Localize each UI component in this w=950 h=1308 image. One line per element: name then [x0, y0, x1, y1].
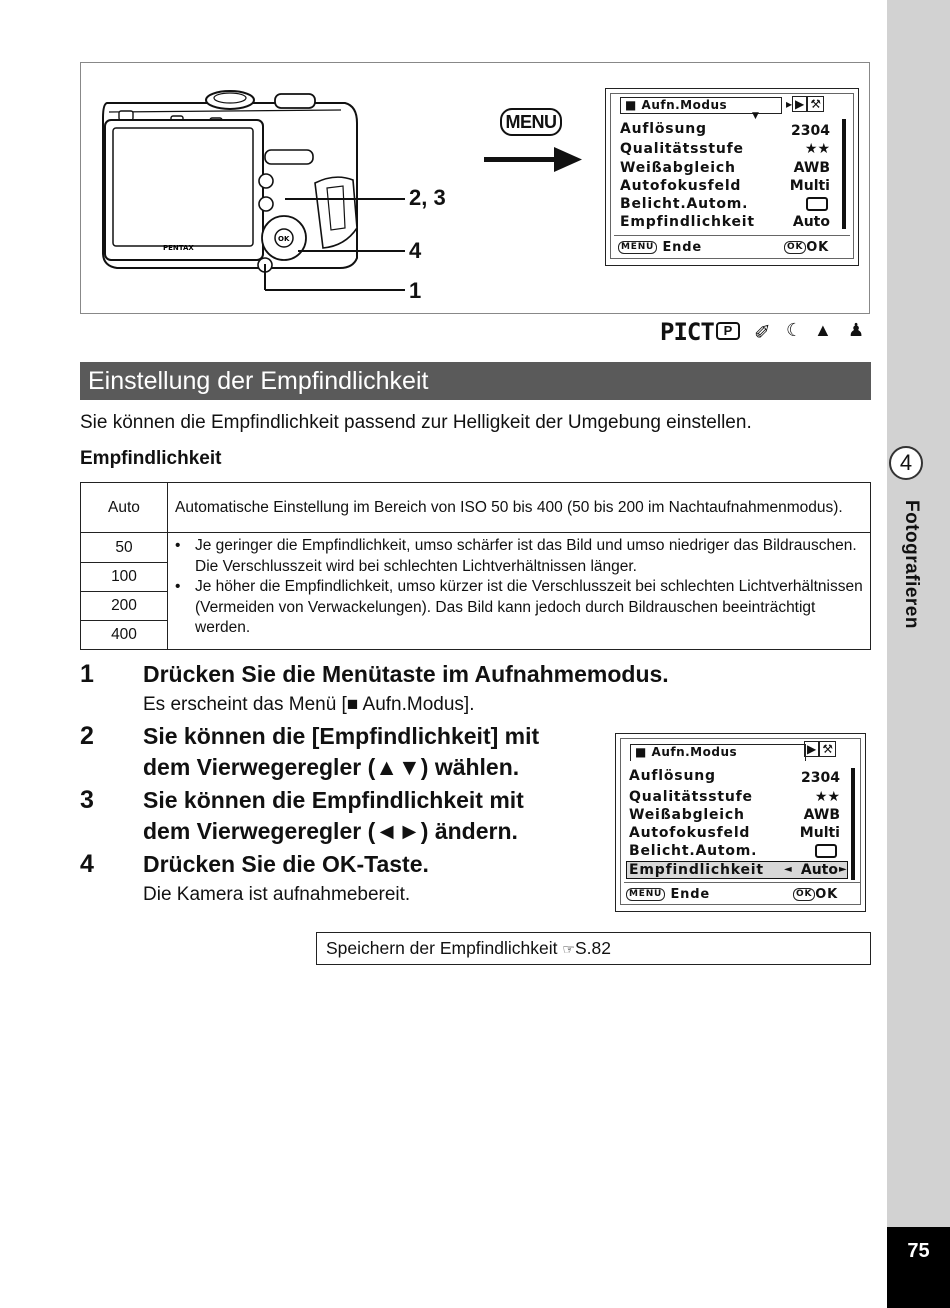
lcd2-row-value: AWB [803, 807, 840, 823]
subheading: Empfindlichkeit [80, 448, 222, 469]
lcd2-tab-record [630, 744, 806, 761]
table-desc-auto: Automatische Einstellung im Bereich von ISO 50 bis 400 (50 bis 200 im Nachtaufnahmenmodus). [168, 483, 871, 533]
reference-text: Speichern der Empfindlichkeit [326, 938, 558, 958]
callout-label-2-3: 2, 3 [409, 185, 446, 210]
step-text-line: dem Vierwegeregler (◄►) ändern. [143, 818, 518, 844]
menu-key-icon: MENU [618, 241, 657, 254]
lcd1-row-value: ★★ [804, 141, 830, 157]
step-text-line: Sie können die Empfindlichkeit mit [143, 787, 524, 813]
lcd1-tab-playback-setup-icons: ▸ ▶ ⚒ [786, 97, 846, 114]
chevron-right-icon: ► [839, 864, 847, 875]
table-row [81, 483, 871, 533]
callout-label-4: 4 [409, 238, 422, 263]
lcd1-footer-right [784, 240, 829, 255]
lcd2-row-value: Multi [799, 825, 840, 841]
mode-icons-row [660, 318, 872, 348]
ok-key-icon: OK [784, 241, 806, 254]
lcd2-row-label-selected: Empfindlichkeit [629, 862, 764, 878]
lcd2-row-label: Autofokusfeld [629, 825, 751, 841]
intro-text: Sie können die Empfindlichkeit passend zur Helligkeit der Umgebung einstellen. [80, 412, 752, 433]
camera-icon: ■ [346, 694, 359, 715]
camera-back-illustration [95, 78, 365, 278]
table-desc-iso [168, 533, 871, 650]
pointing-hand-icon: ☞ [562, 941, 575, 957]
step-number: 3 [80, 786, 94, 814]
table-key-iso: 100 [81, 563, 168, 592]
camera-brand-text: PENTAX [163, 244, 194, 252]
lcd1-footer-ende: Ende [662, 240, 702, 255]
lcd2-row-value: ★★ [814, 789, 840, 805]
step-text: Drücken Sie die OK-Taste. [143, 851, 429, 877]
callout-line-2-3 [285, 198, 405, 200]
iso-table [80, 482, 871, 650]
step-subtext [143, 694, 475, 716]
step-text: Drücken Sie die Menütaste im Aufnahmemodus. [143, 661, 669, 687]
lcd1-row-value: Multi [789, 178, 830, 194]
landscape-icon: ▲ [814, 320, 832, 340]
section-title: Einstellung der Empfindlichkeit [88, 367, 429, 395]
lcd1-row-value: 2304 [791, 123, 830, 139]
menu-key-icon: MENU [626, 888, 665, 901]
step-subtext-part: Aufn.Modus]. [358, 694, 475, 715]
lcd1-row-label: Qualitätsstufe [620, 141, 744, 157]
lcd1-tab-label: Aufn.Modus [641, 98, 728, 112]
lcd2-row-value: 2304 [801, 770, 840, 786]
callout-line-4 [298, 250, 405, 252]
step-text [143, 721, 539, 783]
callout-label-1: 1 [409, 278, 422, 303]
arrow-right-icon [484, 145, 584, 175]
step-subtext: Die Kamera ist aufnahmebereit. [143, 884, 411, 905]
table-key-iso: 50 [81, 533, 168, 563]
table-key-auto: Auto [81, 483, 168, 533]
lcd2-scrollbar [851, 768, 855, 880]
menu-key-icon: MENU [500, 108, 562, 136]
lcd1-row-label: Empfindlichkeit [620, 214, 755, 230]
reference-page: S.82 [574, 938, 611, 958]
ok-key-icon: OK [793, 888, 815, 901]
table-key-iso: 200 [81, 592, 168, 621]
lcd1-row-label: Autofokusfeld [620, 178, 742, 194]
callout-line-1-vertical [264, 264, 266, 290]
lcd-menu-1 [605, 88, 859, 266]
step-number: 4 [80, 850, 94, 878]
bullet-text: Je geringer die Empfindlichkeit, umso schärfer ist das Bild und umso niedriger das Bildrauschen. Die Verschlusszeit wird bei schlechten Lichtverhältnissen länger. [195, 537, 857, 575]
reference-box [316, 932, 871, 965]
pict-mode-icon: PICT [660, 318, 714, 346]
table-key-iso: 400 [81, 621, 168, 650]
lcd2-footer-right [793, 887, 838, 902]
lcd2-row-value-selected: Auto [800, 862, 838, 878]
camera-icon: ■ [635, 745, 647, 759]
step-subtext-part: Es erscheint das Menü [ [143, 694, 347, 715]
step-text-line: dem Vierwegeregler (▲▼) wählen. [143, 754, 520, 780]
chapter-title: Fotografieren [901, 500, 922, 629]
lcd2-row-label: Auflösung [629, 768, 716, 784]
portrait-icon: ♟ [848, 320, 865, 340]
step-text-line: Sie können die [Empfindlichkeit] mit [143, 723, 540, 749]
camera-icon: ■ [625, 98, 637, 112]
metering-icon [815, 844, 837, 858]
bullet-item: • Je geringer die Empfindlichkeit, umso schärfer ist das Bild und umso niedriger das Bildrauschen. Die Verschlusszeit wird bei schlechten Lichtverhältnissen länger. [175, 536, 863, 577]
lcd1-row-label: Weißabgleich [620, 160, 736, 176]
metering-icon [806, 197, 828, 211]
lcd2-row-label: Weißabgleich [629, 807, 745, 823]
lcd2-row-label: Belicht.Autom. [629, 843, 758, 859]
page-number: 75 [907, 1240, 930, 1262]
chevron-left-icon: ◄ [784, 864, 792, 875]
chevron-down-icon: ▼ [752, 111, 759, 121]
table-row [81, 533, 871, 563]
callout-line-1 [265, 289, 405, 291]
lcd1-row-label: Belicht.Autom. [620, 196, 749, 212]
lcd2-row-label: Qualitätsstufe [629, 789, 753, 805]
lcd2-footer-left [626, 887, 710, 902]
lcd1-row-value: Auto [792, 214, 830, 230]
chapter-sidebar [887, 0, 950, 1308]
step-number: 2 [80, 722, 94, 750]
lcd1-footer-left [618, 240, 702, 255]
lcd2-footer-ok: OK [815, 887, 838, 902]
chapter-number-badge: 4 [889, 446, 923, 480]
lcd2-tab-playback-setup-icons: ▶ ⚒ [804, 742, 854, 759]
lcd1-footer-ok: OK [806, 240, 829, 255]
lcd-menu-2 [615, 733, 866, 912]
night-portrait-icon: ☾ [786, 320, 803, 340]
bullet-text: Je höher die Empfindlichkeit, umso kürzer ist die Verschlusszeit bei schlechten Lichtverhältnissen (Vermeiden von Verwackelungen). Das Bild kann jedoch durch Bildrauschen beeinträchtigt werden. [195, 578, 863, 636]
step-number: 1 [80, 660, 94, 688]
lcd1-scrollbar [842, 119, 846, 229]
lcd2-footer-ende: Ende [670, 887, 710, 902]
svg-text:OK: OK [278, 235, 290, 243]
lcd2-tab-label: Aufn.Modus [651, 745, 738, 759]
night-scene-icon: ✐ [754, 322, 771, 344]
lcd1-row-value: AWB [793, 160, 830, 176]
step-text [143, 785, 524, 847]
lcd1-row-label: Auflösung [620, 121, 707, 137]
bullet-item: • Je höher die Empfindlichkeit, umso kürzer ist die Verschlusszeit bei schlechten Lichtverhältnissen (Vermeiden von Verwackelungen). Das Bild kann jedoch durch Bildrauschen beeinträchtigt werden. [175, 577, 863, 639]
program-mode-icon: P [716, 322, 740, 340]
